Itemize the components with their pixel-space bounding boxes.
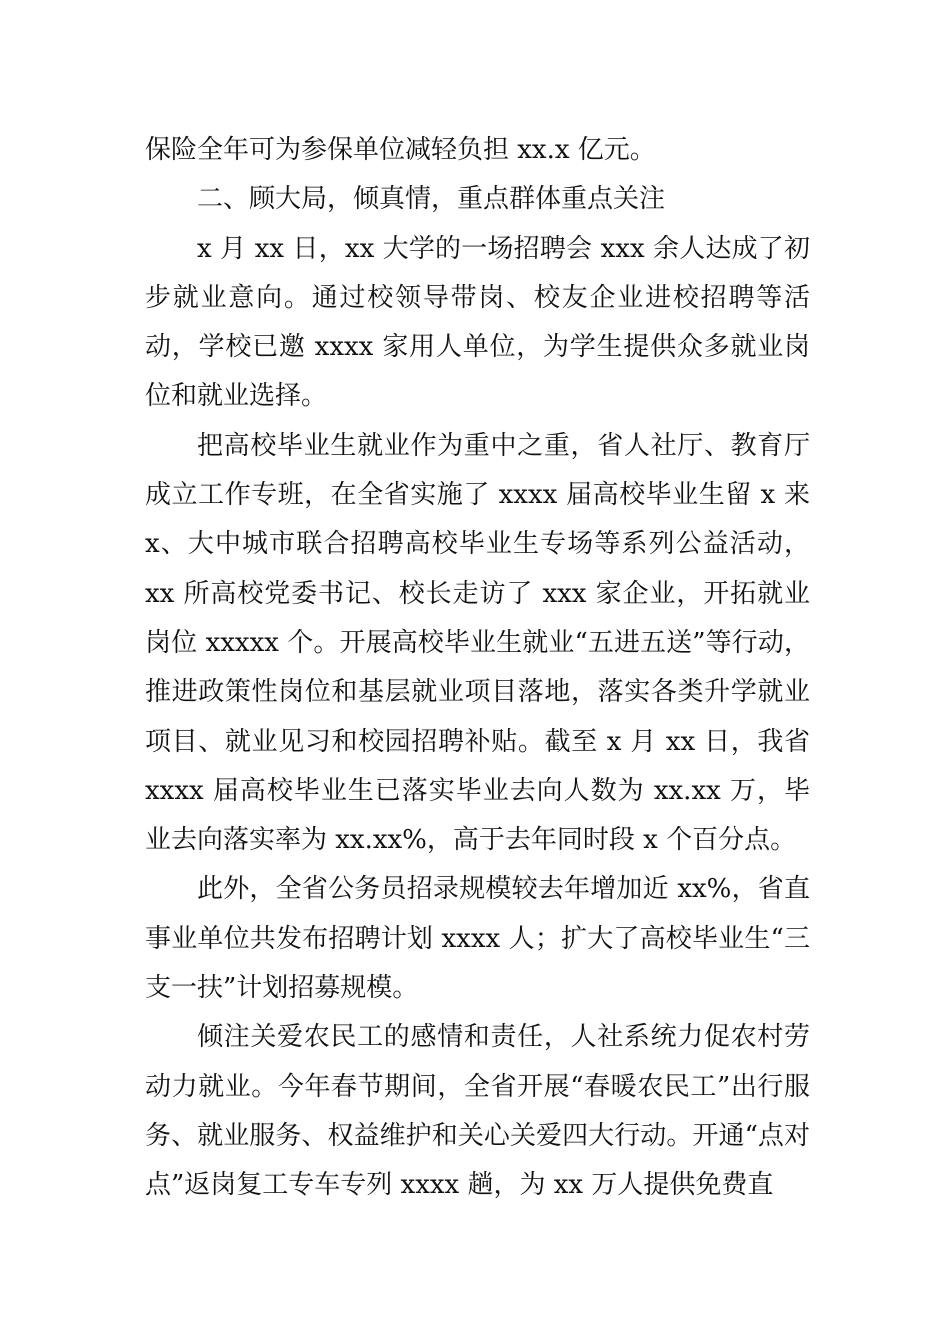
paragraph-recruitment-fair: x 月 xx 日，xx 大学的一场招聘会 xxx 余人达成了初步就业意向。通过校领导带岗、校友企业进校招聘等活动，学校已邀 xxxx 家用人单位，为学生提供众多就业岗位和就业选择。 xyxy=(145,233,810,412)
section-heading: 二、顾大局，倾真情，重点群体重点关注 xyxy=(197,184,666,215)
paragraph-civil-service: 此外，全省公务员招录规模较去年增加近 xx%，省直事业单位共发布招聘计划 xxxx 人；扩大了高校毕业生“三支一扶”计划招募规模。 xyxy=(145,874,810,1004)
paragraph-migrant-workers: 倾注关爱农民工的感情和责任，人社系统力促农村劳动力就业。今年春节期间，全省开展“春暖农民工”出行服务、就业服务、权益维护和关心关爱四大行动。开通“点对点”返岗复工专车专列 xxxx 趟，为 xx 万人提供免费直 xyxy=(145,1022,810,1201)
paragraph-insurance-continued: 保险全年可为参保单位减轻负担 xx.x 亿元。 xyxy=(145,135,656,165)
document-body xyxy=(145,126,810,1211)
paragraph-graduate-employment: 把高校毕业生就业作为重中之重，省人社厅、教育厅成立工作专班，在全省实施了 xxxx 届高校毕业生留 x 来 x、大中城市联合招聘高校毕业生专场等系列公益活动，xx 所高校党委书记、校长走访了 xxx 家企业，开拓就业岗位 xxxxx 个。开展高校毕业生就业“五进五送”等行动，推进政策性岗位和基层就业项目落地，落实各类升学就业项目、就业见习和校园招聘补贴。截至 x 月 xx 日，我省 xxxx 届高校毕业生已落实毕业去向人数为 xx.xx 万，毕业去向落实率为 xx.xx%，高于去年同时段 x 个百分点。 xyxy=(145,430,810,856)
